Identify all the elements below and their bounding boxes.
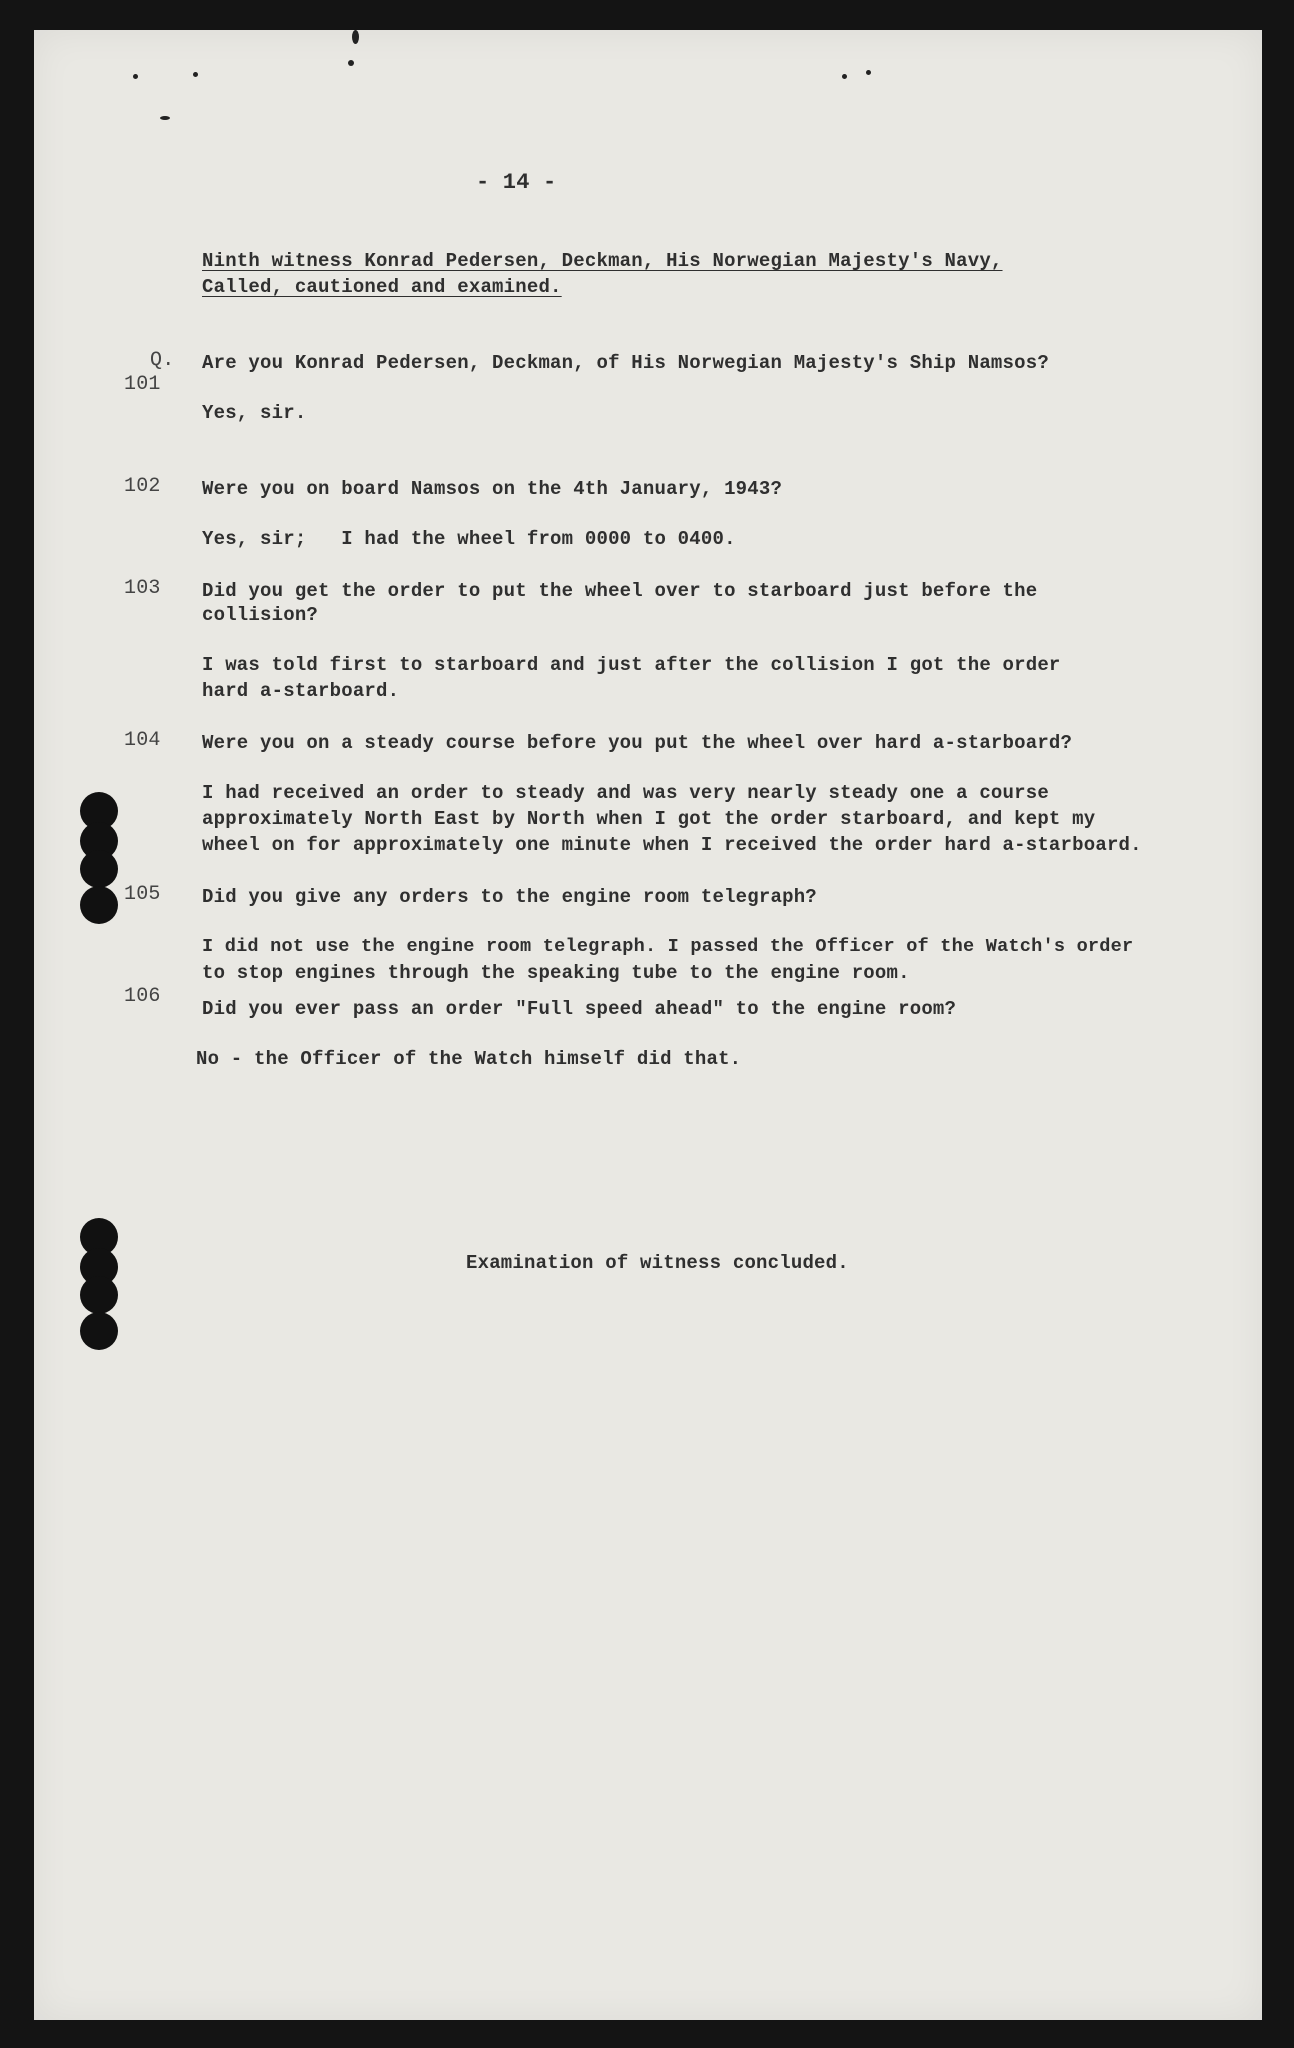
- answer-text: Yes, sir.: [202, 402, 307, 424]
- question-label: Q.: [150, 349, 175, 372]
- question-number: 103: [124, 577, 161, 600]
- question-text: Did you ever pass an order "Full speed ahead" to the engine room?: [202, 998, 957, 1020]
- heading-line-2: Called, cautioned and examined.: [202, 276, 562, 298]
- question-number: 101: [124, 373, 161, 396]
- page-number: - 14 -: [476, 170, 557, 195]
- question-number: 106: [124, 985, 161, 1008]
- question-text: Did you give any orders to the engine room telegraph?: [202, 886, 817, 908]
- question-text: Were you on board Namsos on the 4th January, 1943?: [202, 478, 783, 500]
- question-text: Are you Konrad Pedersen, Deckman, of His Norwegian Majesty's Ship Namsos?: [202, 352, 1049, 374]
- punch-hole-3: [80, 850, 118, 888]
- answer-text: I had received an order to steady and was very nearly steady one a course: [202, 782, 1049, 804]
- answer-text: hard a-starboard.: [202, 680, 400, 702]
- speck: [133, 74, 138, 79]
- answer-text: I did not use the engine room telegraph. I passed the Officer of the Watch's order: [202, 936, 1134, 957]
- speck: [193, 72, 198, 77]
- answer-text: No - the Officer of the Watch himself did that.: [196, 1048, 742, 1070]
- punch-hole-7: [80, 1276, 118, 1314]
- answer-text: Yes, sir; I had the wheel from 0000 to 0400.: [202, 528, 736, 550]
- question-text: Did you get the order to put the wheel over to starboard just before the: [202, 580, 1038, 602]
- question-number: 105: [124, 883, 161, 906]
- speck: [348, 60, 354, 66]
- answer-text: wheel on for approximately one minute when I received the order hard a-starboard.: [202, 834, 1142, 856]
- document-page: [34, 30, 1262, 2020]
- question-number: 102: [124, 475, 161, 498]
- question-text: Were you on a steady course before you put the wheel over hard a-starboard?: [202, 732, 1073, 754]
- answer-text: approximately North East by North when I got the order starboard, and kept my: [202, 808, 1096, 830]
- answer-text: to stop engines through the speaking tube to the engine room.: [202, 962, 910, 984]
- closing-line: Examination of witness concluded.: [466, 1252, 849, 1274]
- speck: [160, 116, 170, 120]
- speck: [866, 70, 871, 75]
- heading-line-1: Ninth witness Konrad Pedersen, Deckman, His Norwegian Majesty's Navy,: [202, 250, 1003, 272]
- answer-text: I was told first to starboard and just after the collision I got the order: [202, 654, 1061, 676]
- punch-hole-8: [80, 1312, 118, 1350]
- question-number: 104: [124, 729, 161, 752]
- speck: [842, 74, 847, 79]
- punch-hole-4: [80, 886, 118, 924]
- speck: [352, 30, 359, 44]
- question-text: collision?: [202, 604, 319, 626]
